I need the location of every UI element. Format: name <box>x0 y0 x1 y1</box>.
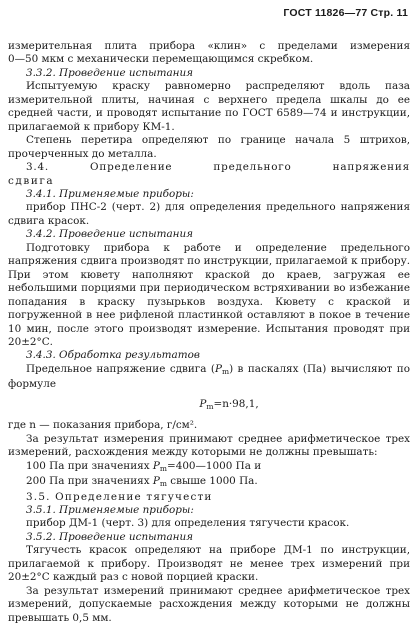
text-fragment: свыше 1000 Па. <box>167 475 258 488</box>
text-line: измерительная плита прибора «клин» с пределами измерения <box>8 40 410 52</box>
symbol: P <box>214 362 222 375</box>
section-heading: сдвига <box>8 174 55 187</box>
paragraph: где n — показания прибора, г/см². <box>8 419 198 432</box>
tolerance-line <box>8 460 410 475</box>
paragraph: прибор ДМ-1 (черт. 3) для определения тягучести красок. <box>26 517 350 530</box>
text-fragment: 100 Па при значениях <box>26 459 153 472</box>
text-line: 0—50 мкм с механически перемещающимся скребком. <box>8 53 314 66</box>
paragraph: За результат измерений принимают среднее арифметическое трех измерений, допускаемые расхождения между которыми не должны превышать 0,5 мм. <box>8 584 410 624</box>
text-fragment: Предельное напряжение сдвига ( <box>26 362 215 375</box>
subscript: m <box>159 463 167 473</box>
symbol: P <box>152 475 160 488</box>
section-heading: 3.5. Определение тягучести <box>26 490 213 503</box>
formula <box>8 398 410 413</box>
document-body <box>8 40 410 625</box>
section-heading: 3.4.3. Обработка результатов <box>26 349 200 362</box>
subscript: m <box>221 366 230 376</box>
text-fragment: ) в паскалях (Па) вычисляют по формуле <box>8 362 410 391</box>
paragraph: Тягучесть красок определяют на приборе ДМ-1 по инструкции, прилагаемой к прибору. Производят не менее трех измерений при 20±2°С каждый раз с новой порцией краски. <box>8 544 410 584</box>
text-fragment: =400—1000 Па и <box>167 459 262 472</box>
section-heading: 3.5.2. Проведение испытания <box>26 530 194 543</box>
formula-subscript: m <box>206 401 214 411</box>
section-heading: 3.4. Определение предельного напряжения <box>26 161 410 174</box>
section-heading: 3.5.1. Применяемые приборы: <box>26 503 194 516</box>
paragraph: Степень перетира определяют по границе начала 5 штрихов, прочерченных до металла. <box>8 134 410 160</box>
page-header: ГОСТ 11826—77 Стр. 11 <box>283 7 408 19</box>
text-fragment: 200 Па при значениях <box>26 475 153 488</box>
paragraph: Испытуемую краску равномерно распределяют вдоль паза измерительной плиты, начиная с верхнего предела шкалы до ее средней части, и проводят испытание по ГОСТ 6589—74 и инструкции, прилагаемой к прибору КМ-1. <box>8 80 410 133</box>
paragraph <box>8 363 410 392</box>
section-heading: 3.3.2. Проведение испытания <box>26 66 194 79</box>
paragraph: Подготовку прибора к работе и определение предельного напряжения сдвига производят по инструкции, прилагаемой к прибору. При этом кювету наполняют краской до краев, загружая ее небольшими порциями при периодическом встряхивании во избежание попадания в краску пузырьков воздуха. Кювету с краской и погруженной в нее рифленой пластинкой оставляют в покое в течение 10 мин, после этого производят измерение. Испытания проводят при 20±2°С. <box>8 241 410 348</box>
paragraph: За результат измерения принимают среднее арифметическое трех измерений, расхождения между которыми не должны превышать: <box>8 432 410 459</box>
symbol: P <box>152 459 160 472</box>
section-heading: 3.4.2. Проведение испытания <box>26 228 194 241</box>
paragraph: прибор ПНС-2 (черт. 2) для определения предельного напряжения сдвига красок. <box>8 201 410 227</box>
formula-symbol: P <box>199 397 207 410</box>
tolerance-line <box>8 475 410 490</box>
section-heading: 3.4.1. Применяемые приборы: <box>26 187 194 200</box>
subscript: m <box>159 479 167 489</box>
formula-rhs: =n·98,1, <box>213 397 259 410</box>
